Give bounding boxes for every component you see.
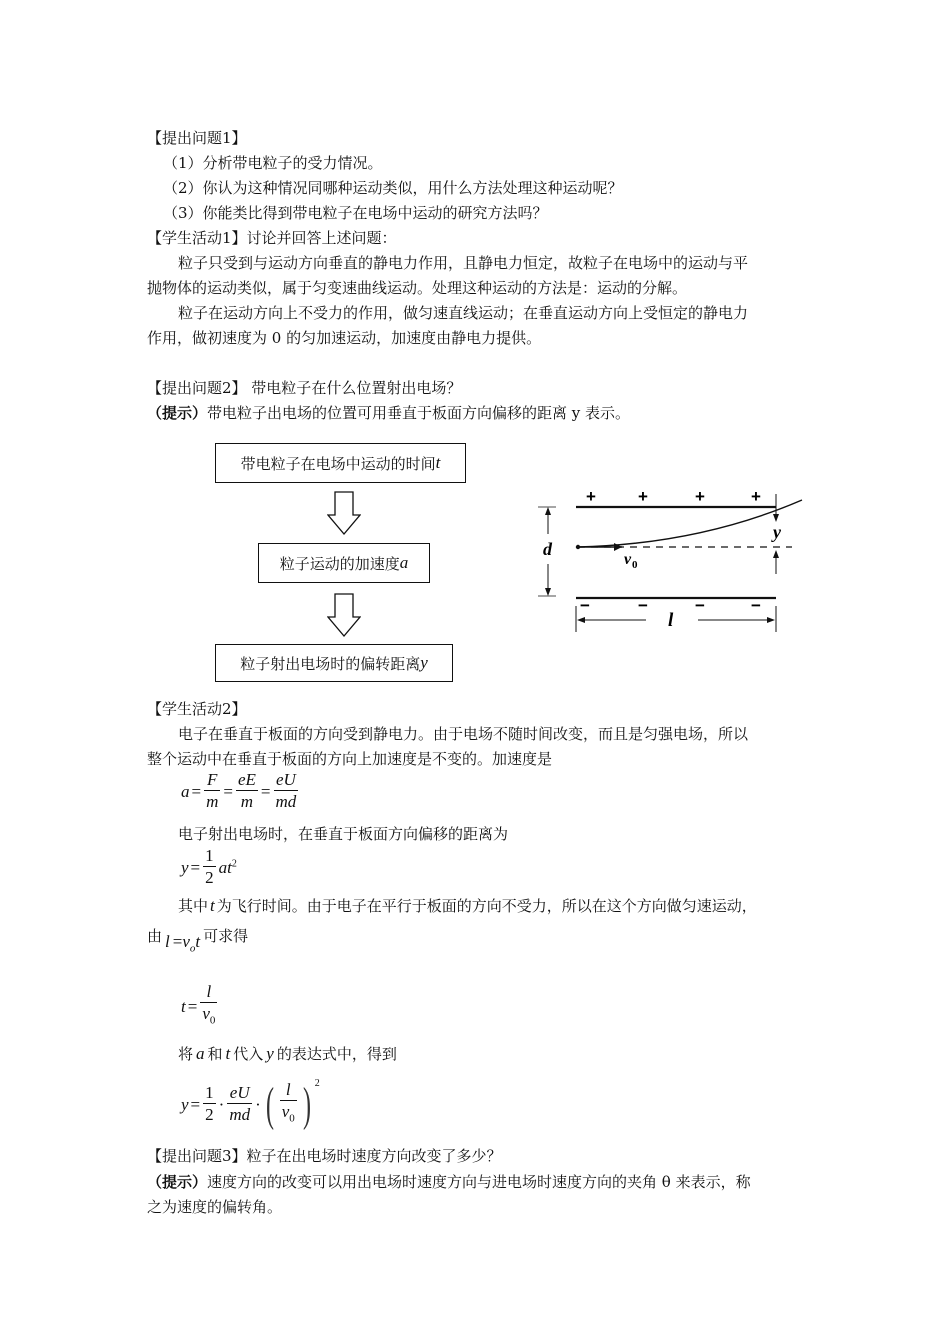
flow-box-time-var: t [435, 453, 441, 472]
act1-p1-line2: 抛物体的运动类似，属于匀变速曲线运动。处理这种运动的方法是：运动的分解。 [147, 279, 688, 297]
arrow-right-icon [767, 617, 775, 623]
act2-title: 【学生活动2】 [147, 700, 247, 718]
down-arrow-icon [327, 491, 361, 535]
label-d: d [543, 539, 552, 559]
down-arrow-icon [327, 593, 361, 637]
arrow-down-icon [545, 588, 551, 596]
flow-box-time [215, 443, 466, 483]
label-v: v [624, 551, 632, 568]
q2-hint-label: （提示） [147, 404, 208, 422]
plus-sign: + [695, 487, 705, 506]
flow-box-deflection [215, 644, 453, 682]
q3-title: 【提出问题3】粒子在出电场时速度方向改变了多少？ [147, 1147, 502, 1165]
flow-box-accel-text: 粒子运动的加速度 [279, 554, 400, 573]
minus-sign: − [751, 596, 761, 615]
minus-sign: − [695, 596, 705, 615]
arrow-left-icon [577, 617, 585, 623]
plus-sign: + [751, 487, 761, 506]
equation-acceleration: a= $\frac{F}{m}$ = $\frac{eE}{m}$ = $\frac{eU}{md}$ [181, 770, 297, 811]
plus-sign: + [586, 487, 596, 506]
label-v-sub: 0 [632, 559, 638, 571]
label-y: y [773, 522, 781, 542]
flow-box-time-text: 带电粒子在电场中运动的时间 [240, 454, 436, 473]
act2-p3-line2: 由 $l =v_ot$ 可求得 [147, 927, 249, 955]
q1-item-2: （2）你认为这种情况同哪种运动类似，用什么方法处理这种运动呢？ [163, 179, 623, 197]
q1-item-1: （1）分析带电粒子的受力情况。 [163, 154, 383, 172]
q2-hint [147, 403, 630, 423]
act2-p1-line2: 整个运动中在垂直于板面的方向上加速度是不变的。加速度是 [147, 750, 553, 768]
act1-p2-line1: 粒子在运动方向上不受力的作用，做匀速直线运动；在垂直运动方向上受恒定的静电力 [178, 304, 749, 322]
label-l: l [668, 610, 674, 631]
q3-hint-line1: （提示）速度方向的改变可以用出电场时速度方向与进电场时速度方向的夹角 θ 来表示，称 [147, 1173, 751, 1191]
act1-p1-line1: 粒子只受到与运动方向垂直的静电力作用，且静电力恒定，故粒子在电场中的运动与平 [178, 254, 749, 272]
flow-box-deflection-var: y [420, 653, 428, 672]
equation-deflection: y= $\frac{1}{2}$ · $\frac{eU}{md}$ · ( $\frac{l}{v_0}$ ) $^2$ [181, 1077, 320, 1131]
act2-p3-line1: 其中 t 为飞行时间。由于电子在平行于板面的方向不受力，所以在这个方向做匀速运动， [178, 896, 757, 915]
flow-box-deflection-text: 粒子射出电场时的偏转距离 [240, 654, 421, 673]
q1-item-3: （3）你能类比得到带电粒子在电场中运动的研究方法吗？ [163, 204, 548, 222]
arrow-up-icon [545, 507, 551, 515]
deflection-diagram [530, 480, 810, 640]
flow-box-accel-var: a [399, 553, 409, 572]
act2-p4: 将 a 和 t 代入 y 的表达式中，得到 [178, 1044, 397, 1063]
q2-title: 【提出问题2】 带电粒子在什么位置射出电场？ [147, 379, 462, 397]
equation-displacement: y= $\frac{1}{2}$ $at^2$ [181, 846, 237, 887]
minus-sign: − [580, 596, 590, 615]
arrow-up-icon [773, 550, 779, 558]
q1-title: 【提出问题1】 [147, 129, 247, 147]
q3-hint-label: （提示） [147, 1173, 208, 1191]
equation-time: t= $\frac{l}{v_0}$ [181, 982, 216, 1027]
q3-hint-line2: 之为速度的偏转角。 [147, 1198, 283, 1216]
act1-title: 【学生活动1】讨论并回答上述问题： [147, 229, 397, 247]
act2-p1-line1: 电子在垂直于板面的方向受到静电力。由于电场不随时间改变，而且是匀强电场，所以 [178, 725, 749, 743]
act2-p2: 电子射出电场时，在垂直于板面方向偏移的距离为 [178, 825, 509, 843]
flow-box-accel [258, 543, 430, 583]
plus-sign: + [638, 487, 648, 506]
act1-p2-line2: 作用，做初速度为 0 的匀加速运动，加速度由静电力提供。 [147, 329, 542, 347]
minus-sign: − [638, 596, 648, 615]
q2-hint-text: 带电粒子出电场的位置可用垂直于板面方向偏移的距离 y 表示。 [207, 404, 631, 422]
arrow-down-icon [773, 514, 779, 522]
